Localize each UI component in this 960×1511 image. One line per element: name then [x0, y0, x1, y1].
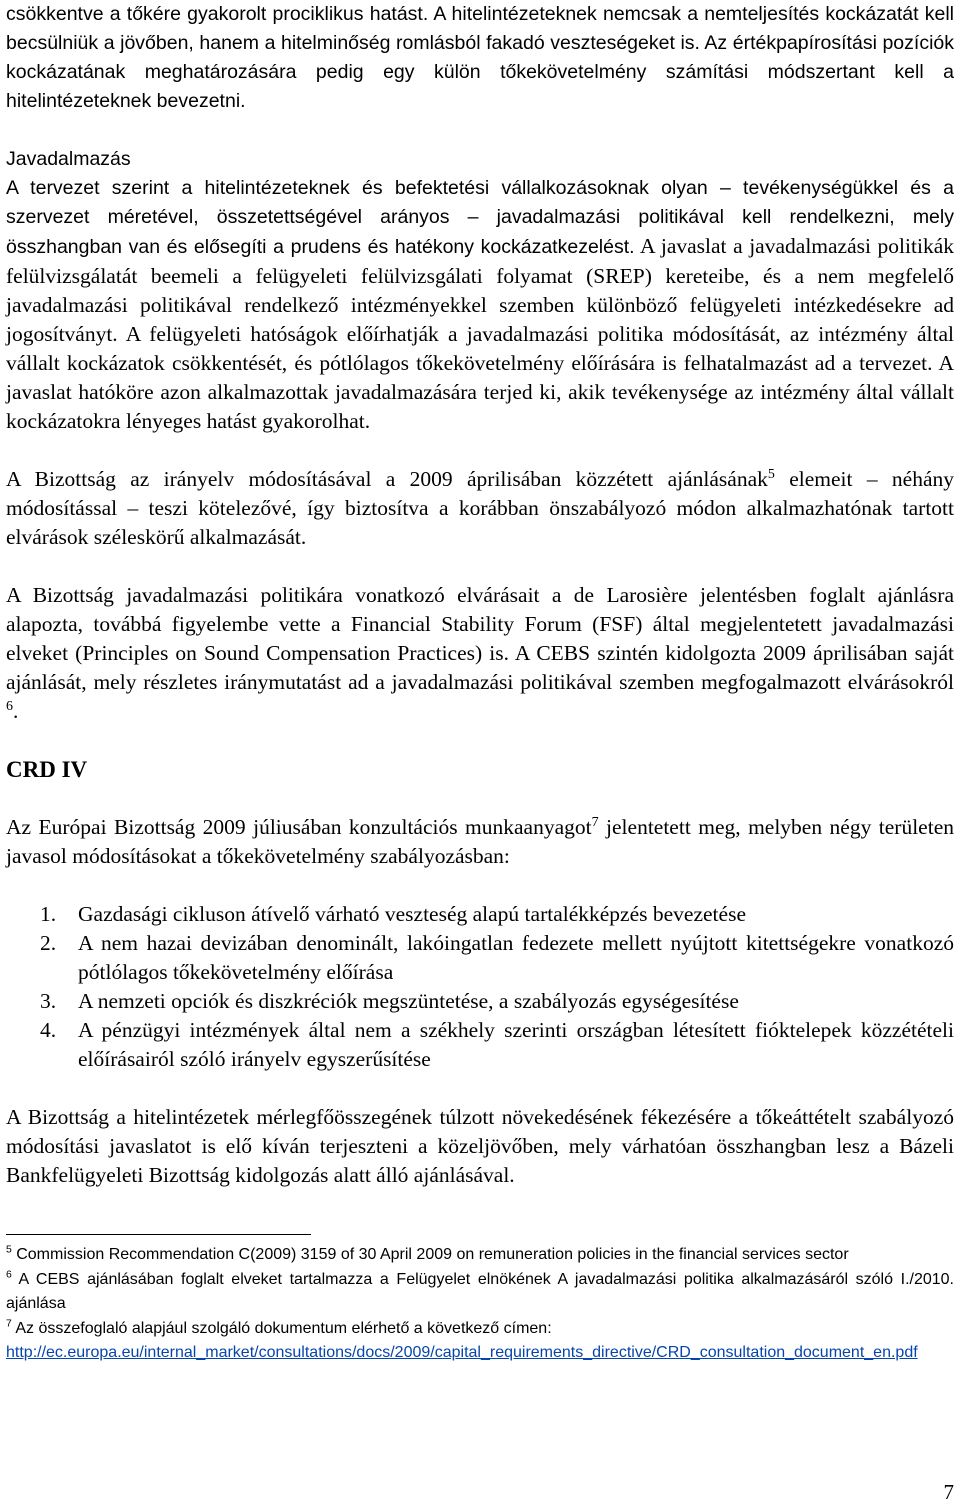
footnote-ref-7[interactable]: 7: [591, 814, 599, 830]
page-number: 7: [943, 1480, 954, 1504]
remuneration-paragraph: [6, 174, 954, 436]
commission-paragraph-2-end: .: [12, 699, 19, 723]
crd-paragraph-text-cont: jelentetett meg, melyben négy területen javasol módosításokat a tőkekövetelmény szabályozásban:: [6, 815, 954, 868]
commission-paragraph-1: [6, 465, 954, 552]
crd-paragraph: [6, 813, 954, 871]
footnote-marker: 7: [6, 1318, 12, 1330]
list-item: 3. A nemzeti opciók és diszkréciók megszüntetése, a szabályozás egységesítése: [40, 989, 739, 1013]
footnote-6: $^6$ A CEBS ajánlásában foglalt elveket tartalmazza a Felügyelet elnökének A javadalmazási politika alkalmazásáról szóló I./2010. ajánlása: [6, 1269, 954, 1312]
list-item: 4. A pénzügyi intézmények által nem a székhely szerinti országban létesített fióktelepek közzétételi előírásairól szóló irányelv egyszerűsítése: [40, 1018, 954, 1071]
footnote-separator: [6, 1234, 311, 1235]
commission-paragraph-2: [6, 581, 954, 726]
crd-iv-heading: CRD IV: [6, 757, 88, 782]
footnote-marker: 5: [6, 1244, 12, 1256]
commission-paragraph-1-text-cont: elemeit – néhány módosítással – teszi kötelezővé, így biztosítva a korábban önszabályozó módon alkalmazhatónak tartott elvárások széleskörű alkalmazását.: [6, 467, 955, 549]
page-body: [6, 0, 954, 1366]
document-link[interactable]: http://ec.europa.eu/internal_market/consultations/docs/2009/capital_requirements_directive/CRD_consultation_document_en.pdf: [6, 1344, 918, 1361]
crd-paragraph-text: Az Európai Bizottság 2009 júliusában konzultációs munkaanyagot: [6, 815, 592, 839]
remuneration-heading: Javadalmazás: [6, 148, 131, 170]
intro-paragraph: csökkentve a tőkére gyakorolt prociklikus hatást. A hitelintézeteknek nemcsak a nemteljesítés kockázatát kell becsülniük a jövőben, hanem a hitelminőség romlásból fakadó veszteségeket is. Az értékpapírosítási pozíciók kockázatának meghatározására pedig egy külön tőkekövetelmény számítási módszertant kell a hitelintézeteknek bevezetni.: [6, 3, 954, 112]
footnote-ref-5[interactable]: 5: [767, 466, 775, 482]
list-item: 2. A nem hazai devizában denominált, lakóingatlan fedezete mellett nyújtott kitettségekre vonatkozó pótlólagos tőkekövetelmény előírása: [40, 931, 954, 984]
list-item: 1. Gazdasági cikluson átívelő várható veszteség alapú tartalékképzés bevezetése: [40, 902, 746, 926]
commission-paragraph-1-text: A Bizottság az irányelv módosításával a 2009 áprilisában közzétett ajánlásának: [6, 467, 768, 491]
final-paragraph: A Bizottság a hitelintézetek mérlegfőösszegének túlzott növekedésének fékezésére a tőkeáttételt szabályozó módosítási javaslatot is elő kíván terjeszteni a közeljövőben, mely várhatóan összhangban lesz a Bázeli Bankfelügyeleti Bizottság kidolgozás alatt álló ajánlásával.: [6, 1105, 954, 1187]
footnote-marker: 6: [6, 1269, 12, 1281]
footnote-7: $^7$ Az összefoglaló alapjául szolgáló dokumentum elérhető a következő címen: http://ec.europa.eu/internal_market/consultations/docs/2009/capital_requirements_directive/CRD_consultation_document_en.pdf: [6, 1318, 918, 1361]
remuneration-text-part1: A tervezet szerint a hitelintézeteknek és befektetési vállalkozásoknak olyan – tevékenységükkel és a szervezet méretével, összetettségével arányos – javadalmazási politikával kell rendelkezni, mely összhangban van és elősegíti a prudens és hatékony kockázatkezelést.: [6, 177, 954, 258]
footnote-5: $^5$ Commission Recommendation C(2009) 3159 of 30 April 2009 on remuneration policies in the financial services sector: [6, 1244, 849, 1263]
proposal-list: [6, 900, 954, 1074]
remuneration-text-part2: A javaslat a javadalmazási politikák felülvizsgálatát beemeli a felügyeleti felülvizsgálati folyamat (SREP) kereteibe, és a nem megfelelő javadalmazási politikával rendelkező intézményekkel szemben különböző felügyeleti intézkedésekre ad jogosítványt. A felügyeleti hatóságok előírhatják a javadalmazási politika módosítását, az intézmény által vállalt kockázatok csökkentését, és pótlólagos tőkekövetelmény előírására is felhatalmazást ad a tervezet. A javaslat hatóköre azon alkalmazottak javadalmazására terjed ki, akik tevékenysége az intézmény által vállalt kockázatokra lényeges hatást gyakorolhat.: [6, 234, 954, 433]
footnotes: [6, 1243, 954, 1366]
footnote-ref-6[interactable]: 6: [6, 698, 13, 714]
commission-paragraph-2-text: A Bizottság javadalmazási politikára vonatkozó elvárásait a de Larosière jelentésben foglalt ajánlásra alapozta, továbbá figyelembe vette a Financial Stability Forum (FSF) által megjelentetett javadalmazási elveket (Principles on Sound Compensation Practices) is. A CEBS szintén kidolgozta 2009 áprilisában saját ajánlását, mely részletes iránymutatást ad a javadalmazási politikával szemben megfogalmazott elvárásokról: [6, 583, 954, 694]
